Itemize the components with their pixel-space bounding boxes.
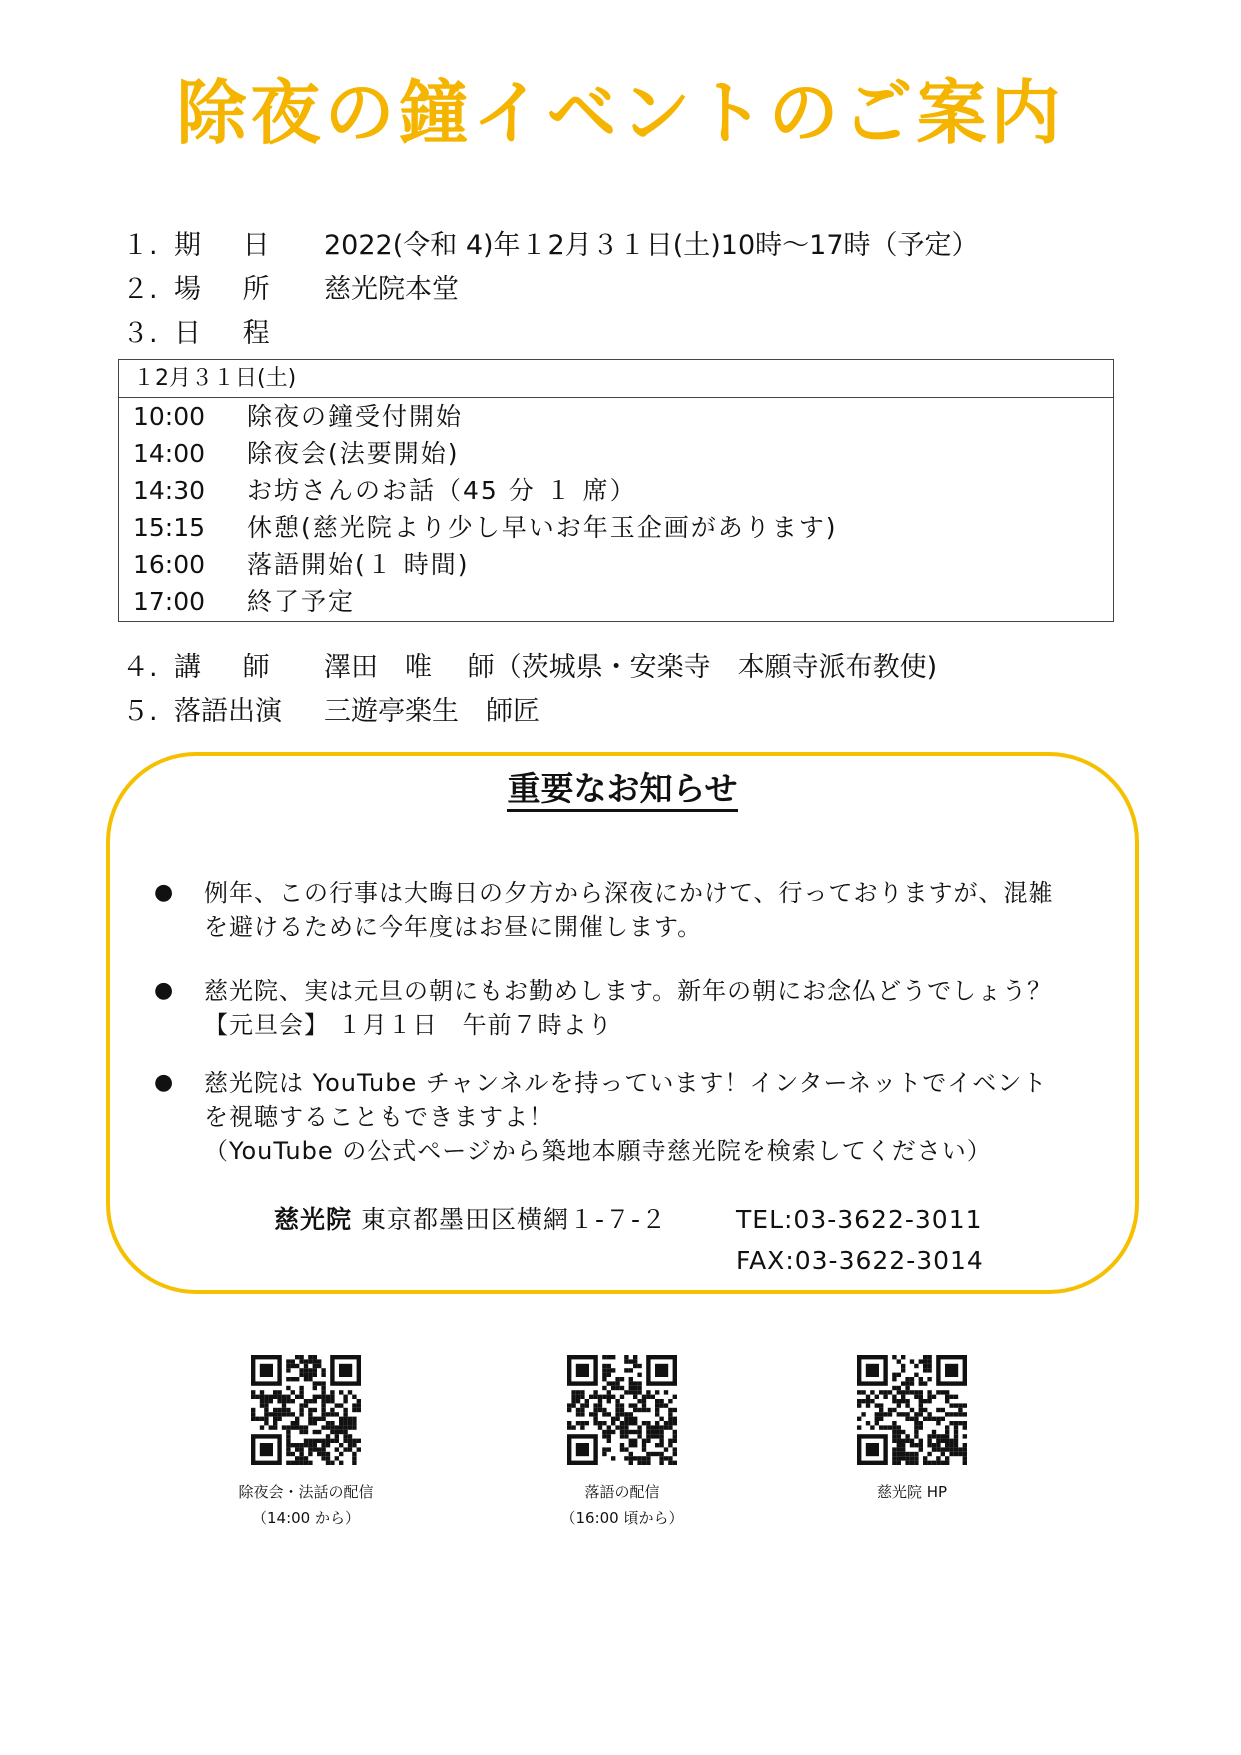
- schedule-row: [119, 583, 1113, 620]
- notice-box: [106, 752, 1139, 1294]
- schedule-time: 14:30: [133, 476, 206, 505]
- info-date-num: １.: [122, 230, 158, 261]
- notice-line: を避けるために今年度はお昼に開催します。: [204, 913, 703, 941]
- info-rakugo-value: 三遊亭楽生 師匠: [324, 696, 540, 727]
- notice-line: 例年、この行事は大晦日の夕方から深夜にかけて、行っておりますが、混雑: [204, 879, 1054, 907]
- schedule-time: 16:00: [133, 550, 206, 579]
- schedule-table: [118, 359, 1114, 622]
- schedule-row: [119, 509, 1113, 546]
- info-place-value: 慈光院本堂: [324, 274, 459, 305]
- org-name: 慈光院: [274, 1205, 353, 1234]
- qr-block: [802, 1355, 1022, 1505]
- info-rakugo-label: 落語出演: [174, 696, 282, 727]
- qr-code-icon[interactable]: [857, 1355, 967, 1465]
- qr-caption-line: 慈光院 HP: [876, 1483, 948, 1501]
- info-place-num: ２.: [122, 274, 158, 305]
- info-lecturer-label: 講 師: [174, 652, 272, 683]
- info-place: [122, 270, 459, 310]
- notice-line: 慈光院は YouTube チャンネルを持っています！インターネットでイベント: [204, 1069, 1048, 1097]
- schedule-row: [119, 435, 1113, 472]
- info-place-label: 場 所: [174, 274, 272, 305]
- schedule-time: 14:00: [133, 439, 206, 468]
- schedule-time: 15:15: [133, 513, 206, 542]
- qr-code-icon[interactable]: [567, 1355, 677, 1465]
- page-title: 除夜の鐘イベントのご案内: [176, 72, 1065, 154]
- qr-code-icon[interactable]: [251, 1355, 361, 1465]
- qr-caption: [512, 1479, 732, 1531]
- notice-title: [110, 765, 1135, 813]
- info-lecturer: [122, 648, 937, 688]
- contact-address-line: [274, 1200, 667, 1240]
- schedule-row: [119, 472, 1113, 509]
- schedule-time: 17:00: [133, 587, 206, 616]
- schedule-row: [119, 546, 1113, 583]
- notice-line: 慈光院、実は元旦の朝にもお勤めします。新年の朝にお念仏どうでしょう？: [204, 977, 1053, 1005]
- info-rakugo-num: ５.: [122, 696, 158, 727]
- info-schedule-label: 日 程: [174, 318, 272, 349]
- info-lecturer-num: ４.: [122, 652, 158, 683]
- notice-line: 【元旦会】 １月１日 午前７時より: [204, 1011, 613, 1039]
- bullet-icon: ●: [154, 1070, 174, 1095]
- info-lecturer-value: 澤田 唯 師（茨城県・安楽寺 本願寺派布教使): [324, 652, 938, 683]
- schedule-event: 除夜会(法要開始): [247, 439, 460, 468]
- bullet-icon: ●: [154, 880, 174, 905]
- contact-fax: FAX:03-3622-3014: [736, 1246, 984, 1275]
- contact-tel: TEL:03-3622-3011: [736, 1205, 983, 1234]
- info-date: [122, 226, 979, 266]
- info-schedule: [122, 314, 324, 354]
- info-date-label: 期 日: [174, 230, 272, 261]
- qr-caption-line: 落語の配信: [584, 1483, 660, 1501]
- qr-block: [512, 1355, 732, 1531]
- qr-block: [196, 1355, 416, 1531]
- qr-caption-line: （16:00 頃から）: [560, 1509, 684, 1527]
- schedule-event: 除夜の鐘受付開始: [247, 402, 464, 431]
- qr-caption-line: 除夜会・法話の配信: [238, 1483, 374, 1501]
- info-schedule-num: ３.: [122, 318, 158, 349]
- notice-line: を視聴することもできますよ！: [204, 1103, 554, 1131]
- schedule-time: 10:00: [133, 402, 206, 431]
- schedule-event: 落語開始(１ 時間): [247, 550, 470, 579]
- qr-caption: [196, 1479, 416, 1531]
- qr-caption-line: （14:00 から）: [252, 1509, 360, 1527]
- schedule-event: 休憩(慈光院より少し早いお年玉企画があります): [247, 513, 838, 542]
- info-rakugo: [122, 692, 540, 732]
- schedule-event: 終了予定: [247, 587, 356, 616]
- bullet-icon: ●: [154, 978, 174, 1003]
- schedule-event: お坊さんのお話（45 分 １ 席）: [247, 476, 637, 505]
- info-date-value: 2022(令和 4)年１2月３１日(土)10時～17時（予定）: [324, 230, 979, 261]
- address: 東京都墨田区横網１-７-２: [360, 1205, 668, 1234]
- schedule-date-header: １2月３１日(土): [119, 360, 1113, 398]
- qr-caption: [802, 1479, 1022, 1505]
- notice-line: （YouTube の公式ページから築地本願寺慈光院を検索してください）: [204, 1137, 992, 1165]
- schedule-row: [119, 398, 1113, 435]
- notice-title-text: 重要なお知らせ: [507, 769, 737, 812]
